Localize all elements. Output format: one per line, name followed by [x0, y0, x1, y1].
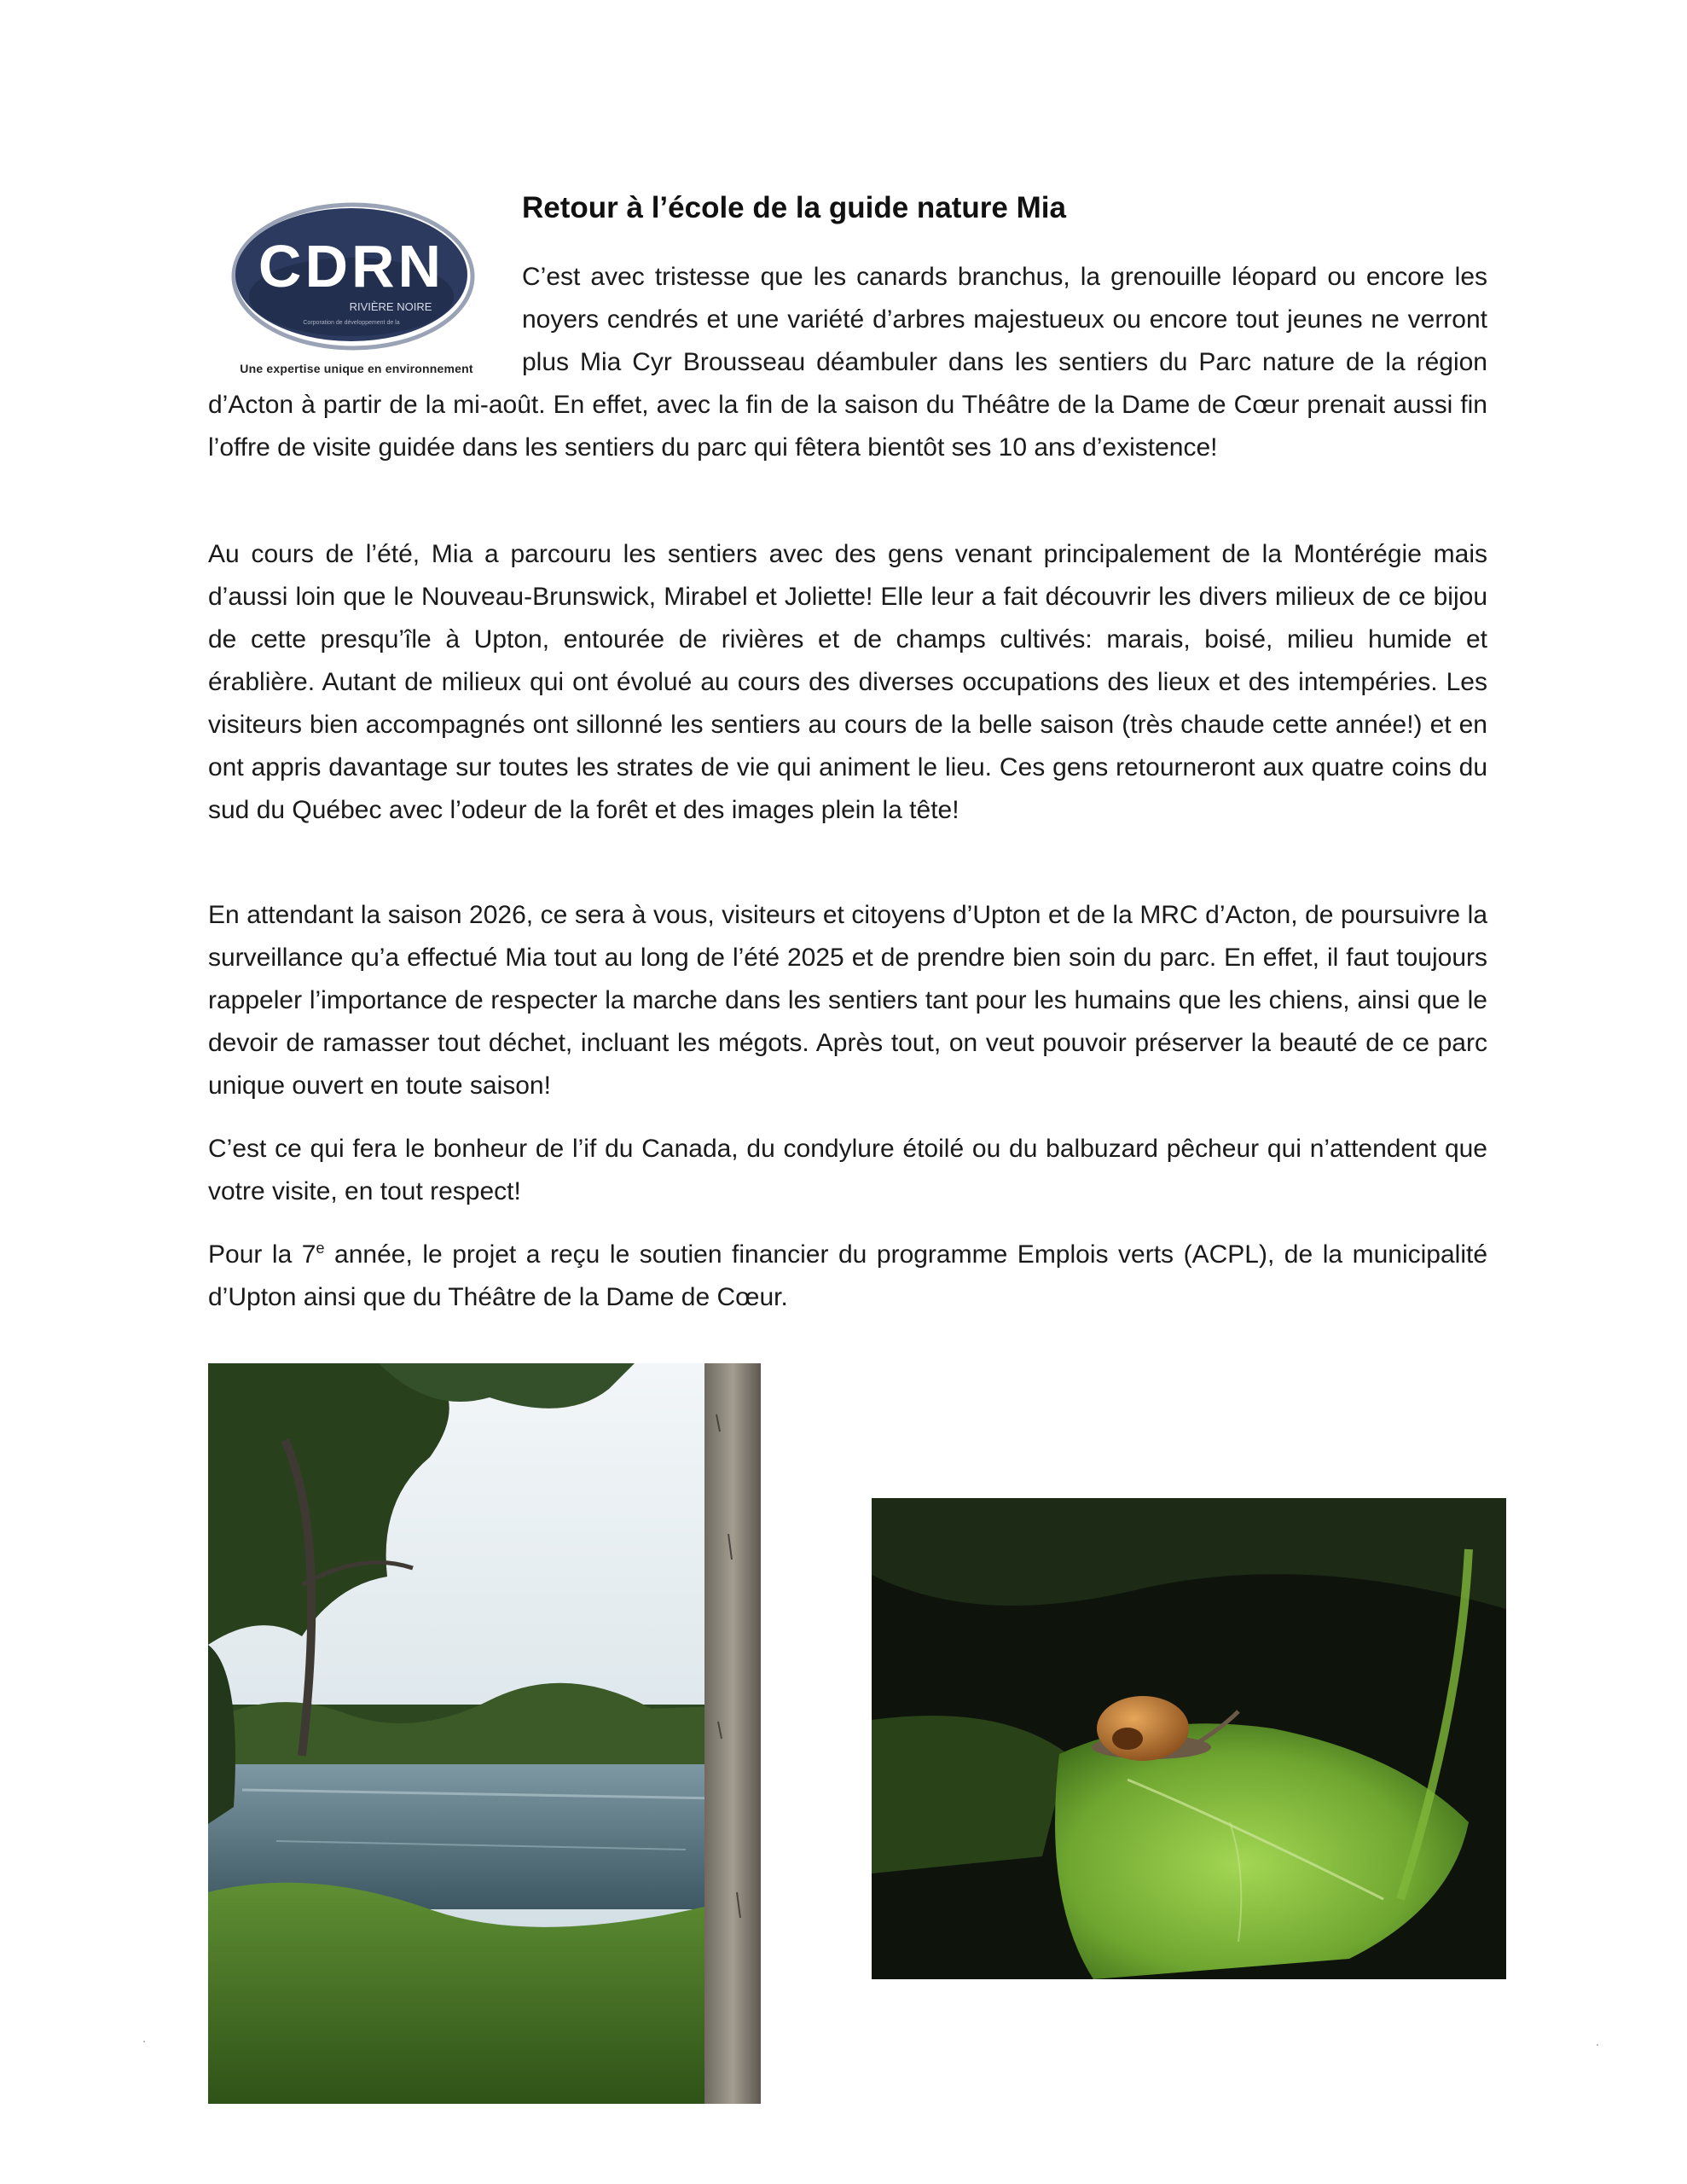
paragraph-species: C’est ce qui fera le bonheur de l’if du Canada, du condylure étoilé ou du balbuzard pêcheur qui n’attendent que votre visite, en tout respect! [208, 1135, 1487, 1205]
logo-subtitle: Corporation de développement de la [303, 320, 400, 326]
logo-subtitle-strong: RIVIÈRE NOIRE [349, 300, 432, 313]
logo-tagline: Une expertise unique en environnement [240, 362, 473, 375]
funding-text-start: Pour la 7 [208, 1240, 316, 1269]
intro-text: C’est avec tristesse que les canards branchus, la grenouille léopard ou encore les noyers cendrés et une variété d’arbres majestueux ou encore tout jeunes ne verront plus Mia Cyr Brousseau déambuler dans les sentiers du Parc nature de la région d’Acton à partir de la mi-août. En effet, avec la fin de la saison du Théâtre de la Dame de Cœur prenait aussi fin l’offre de visite guidée dans les sentiers du parc qui fêtera bientôt ses 10 ans d’existence! [208, 263, 1487, 462]
article-title: Retour à l’école de la guide nature Mia [522, 191, 1066, 224]
scan-speck [1597, 2044, 1598, 2046]
paragraph-summer-visits: Au cours de l’été, Mia a parcouru les sentiers avec des gens venant principalement de la Montérégie mais d’aussi loin que le Nouveau-Brunswick, Mirabel et Joliette! Elle leur a fait découvrir les divers milieux de ce bijou de cette presqu’île à Upton, entourée de rivières et de champs cultivés: marais, boisé, milieu humide et érablière. Autant de milieux qui ont évolué au cours des diverses occupations des lieux et des intempéries. Les visiteurs bien accompagnés ont sillonné les sentiers au cours de la belle saison (très chaude cette année!) et en ont appris davantage sur toutes les strates de vie qui animent le lieu. Ces gens retourneront aux quatre coins du sud du Québec avec l’odeur de la forêt et des images plein la tête! [208, 540, 1487, 824]
paragraph-stewardship: En attendant la saison 2026, ce sera à vous, visiteurs et citoyens d’Upton et de la MRC d’Acton, de poursuivre la surveillance qu’a effectué Mia tout au long de l’été 2025 et de prendre bien soin du parc. En effet, il faut toujours rappeler l’importance de respecter la marche dans les sentiers tant pour les humains que les chiens, ainsi que le devoir de ramasser tout déchet, incluant les mégots. Après tout, on veut pouvoir préserver la beauté de ce parc unique ouvert en toute saison! [208, 901, 1487, 1100]
intro-paragraph [208, 256, 1487, 469]
ordinal-superscript: e [316, 1240, 325, 1257]
snail-photo [872, 1498, 1506, 1979]
funding-text-end: année, le projet a reçu le soutien financier du programme Emplois verts (ACPL), de la municipalité d’Upton ainsi que du Théâtre de la Dame de Cœur. [208, 1240, 1488, 1311]
scan-speck [143, 2041, 145, 2042]
logo-letters: CDRN [258, 233, 445, 299]
logo-wrap-spacer [208, 256, 522, 384]
paragraph-funding [208, 1234, 1487, 1319]
lake-photo [208, 1363, 761, 2104]
